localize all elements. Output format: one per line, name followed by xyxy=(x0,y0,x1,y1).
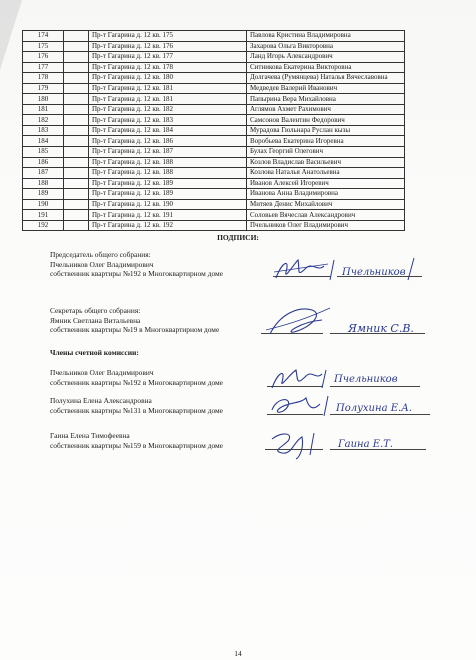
table-row xyxy=(23,115,405,126)
row-number-cell: 186 xyxy=(23,157,64,168)
secretary-name: Ямник Светлана Витальевна xyxy=(50,315,141,325)
row-blank-cell xyxy=(64,210,89,221)
row-owner-cell: Козлова Наталья Анатольевна xyxy=(247,168,405,179)
member-1-apartment: собственник квартиры №192 в Многоквартирном доме xyxy=(50,377,223,387)
row-number-cell: 174 xyxy=(23,31,64,42)
row-address-cell: Пр-т Гагарина д. 12 кв. 192 xyxy=(89,220,247,231)
member-3-apartment: собственник квартиры №159 в Многоквартирном доме xyxy=(50,440,223,450)
secretary-role: Секретарь общего собрания: xyxy=(50,306,141,315)
row-blank-cell xyxy=(64,189,89,200)
row-blank-cell xyxy=(64,220,89,231)
row-owner-cell: Козлов Владислав Васильевич xyxy=(247,157,405,168)
row-owner-cell: Иванов Алексей Игоревич xyxy=(247,178,405,189)
row-blank-cell xyxy=(64,147,89,158)
row-address-cell: Пр-т Гагарина д. 12 кв. 176 xyxy=(89,41,247,52)
row-owner-cell: Мурадова Гюльнара Руслан кызы xyxy=(247,125,405,136)
row-address-cell: Пр-т Гагарина д. 12 кв. 188 xyxy=(89,168,247,179)
svg-text:Пчельников: Пчельников xyxy=(334,374,398,385)
chairman-block xyxy=(50,250,223,279)
table-row xyxy=(23,62,405,73)
row-address-cell: Пр-т Гагарина д. 12 кв. 182 xyxy=(89,104,247,115)
row-owner-cell: Ланд Игорь Александрович xyxy=(247,52,405,63)
row-blank-cell xyxy=(64,83,89,94)
row-address-cell: Пр-т Гагарина д. 12 кв. 181 xyxy=(89,83,247,94)
row-number-cell: 192 xyxy=(23,220,64,231)
row-address-cell: Пр-т Гагарина д. 12 кв. 191 xyxy=(89,210,247,221)
row-number-cell: 178 xyxy=(23,73,64,84)
table-row xyxy=(23,157,405,168)
row-owner-cell: Павлова Кристина Владимировна xyxy=(247,31,405,42)
table-row xyxy=(23,31,405,42)
table-row xyxy=(23,199,405,210)
table-row xyxy=(23,147,405,158)
row-owner-cell: Иванова Анна Владимировна xyxy=(247,189,405,200)
row-blank-cell xyxy=(64,62,89,73)
secretary-signature xyxy=(260,302,440,342)
chairman-role: Председатель общего собрания: xyxy=(50,250,151,259)
member-2-apartment: собственник квартиры №131 в Многоквартирном доме xyxy=(50,405,223,415)
row-owner-cell: Соловьев Вячеслав Александрович xyxy=(247,210,405,221)
table-row xyxy=(23,125,405,136)
row-blank-cell xyxy=(64,199,89,210)
row-number-cell: 175 xyxy=(23,41,64,52)
row-blank-cell xyxy=(64,115,89,126)
row-owner-cell: Папырина Вера Михайловна xyxy=(247,94,405,105)
member-3-signature xyxy=(264,427,444,461)
row-owner-cell: Булах Георгий Олегович xyxy=(247,147,405,158)
secretary-apartment: собственник квартиры №19 в Многоквартирном доме xyxy=(50,325,220,334)
chairman-signature xyxy=(272,254,432,284)
member-3-block xyxy=(50,431,223,450)
svg-text:Гаина Е.Т.: Гаина Е.Т. xyxy=(338,439,394,450)
row-address-cell: Пр-т Гагарина д. 12 кв. 184 xyxy=(89,125,247,136)
member-2-signature xyxy=(266,392,446,422)
row-number-cell: 188 xyxy=(23,178,64,189)
member-2-name: Полухина Елена Александровна xyxy=(50,396,152,405)
row-number-cell: 179 xyxy=(23,83,64,94)
row-address-cell: Пр-т Гагарина д. 12 кв. 189 xyxy=(89,178,247,189)
member-1-signature xyxy=(266,362,436,392)
row-address-cell: Пр-т Гагарина д. 12 кв. 188 xyxy=(89,157,247,168)
table-row xyxy=(23,220,405,231)
row-number-cell: 182 xyxy=(23,115,64,126)
row-blank-cell xyxy=(64,73,89,84)
row-address-cell: Пр-т Гагарина д. 12 кв. 180 xyxy=(89,73,247,84)
page-fold-shadow xyxy=(0,0,22,70)
owners-table xyxy=(22,30,405,231)
row-address-cell: Пр-т Гагарина д. 12 кв. 183 xyxy=(89,115,247,126)
row-owner-cell: Пчельников Олег Владимирович xyxy=(247,220,405,231)
row-number-cell: 184 xyxy=(23,136,64,147)
row-blank-cell xyxy=(64,125,89,136)
row-number-cell: 183 xyxy=(23,125,64,136)
row-owner-cell: Долгачева (Румянцева) Наталья Вячеславовна xyxy=(247,73,405,84)
row-blank-cell xyxy=(64,41,89,52)
row-address-cell: Пр-т Гагарина д. 12 кв. 186 xyxy=(89,136,247,147)
row-blank-cell xyxy=(64,157,89,168)
row-number-cell: 187 xyxy=(23,168,64,179)
svg-text:Пчельников: Пчельников xyxy=(342,267,406,278)
row-blank-cell xyxy=(64,136,89,147)
row-blank-cell xyxy=(64,104,89,115)
row-owner-cell: Воробьева Екатерина Игоревна xyxy=(247,136,405,147)
row-owner-cell: Аглямов Ахмет Рахимович xyxy=(247,104,405,115)
row-number-cell: 177 xyxy=(23,62,64,73)
secretary-block xyxy=(50,306,219,335)
row-address-cell: Пр-т Гагарина д. 12 кв. 189 xyxy=(89,189,247,200)
row-address-cell: Пр-т Гагарина д. 12 кв. 187 xyxy=(89,147,247,158)
row-owner-cell: Ситникова Екатерина Викторовна xyxy=(247,62,405,73)
row-owner-cell: Захарова Ольга Викторовна xyxy=(247,41,405,52)
row-address-cell: Пр-т Гагарина д. 12 кв. 181 xyxy=(89,94,247,105)
table-row xyxy=(23,189,405,200)
row-owner-cell: Самсонов Валентин Федорович xyxy=(247,115,405,126)
table-row xyxy=(23,94,405,105)
row-number-cell: 185 xyxy=(23,147,64,158)
row-number-cell: 181 xyxy=(23,104,64,115)
table-row xyxy=(23,178,405,189)
row-address-cell: Пр-т Гагарина д. 12 кв. 190 xyxy=(89,199,247,210)
page-number: 14 xyxy=(234,649,242,658)
chairman-apartment: собственник квартиры №192 в Многоквартирном доме xyxy=(50,269,223,278)
table-row xyxy=(23,73,405,84)
member-2-block xyxy=(50,396,223,415)
chairman-name: Пчельников Олег Владимирович xyxy=(50,259,154,269)
row-blank-cell xyxy=(64,94,89,105)
row-blank-cell xyxy=(64,52,89,63)
row-number-cell: 191 xyxy=(23,210,64,221)
table-row xyxy=(23,168,405,179)
svg-text:Ямник С.В.: Ямник С.В. xyxy=(348,322,414,335)
member-1-name: Пчельников Олег Владимирович xyxy=(50,368,154,377)
table-row xyxy=(23,52,405,63)
row-number-cell: 180 xyxy=(23,94,64,105)
committee-heading: Члены счетной комиссии: xyxy=(50,348,139,357)
row-number-cell: 189 xyxy=(23,189,64,200)
row-owner-cell: Медведев Валерий Иванович xyxy=(247,83,405,94)
signatures-heading: ПОДПИСИ: xyxy=(217,233,259,242)
row-number-cell: 190 xyxy=(23,199,64,210)
svg-text:Полухина Е.А.: Полухина Е.А. xyxy=(336,403,412,414)
row-blank-cell xyxy=(64,178,89,189)
table-row xyxy=(23,136,405,147)
table-row xyxy=(23,41,405,52)
row-address-cell: Пр-т Гагарина д. 12 кв. 177 xyxy=(89,52,247,63)
row-address-cell: Пр-т Гагарина д. 12 кв. 178 xyxy=(89,62,247,73)
member-3-name: Гаина Елена Тимофеевна xyxy=(50,431,130,440)
row-address-cell: Пр-т Гагарина д. 12 кв. 175 xyxy=(89,31,247,42)
table-row xyxy=(23,104,405,115)
row-blank-cell xyxy=(64,31,89,42)
row-blank-cell xyxy=(64,168,89,179)
table-row xyxy=(23,83,405,94)
member-1-block xyxy=(50,368,223,387)
table-row xyxy=(23,210,405,221)
row-number-cell: 176 xyxy=(23,52,64,63)
row-owner-cell: Митяев Денис Михайлович xyxy=(247,199,405,210)
